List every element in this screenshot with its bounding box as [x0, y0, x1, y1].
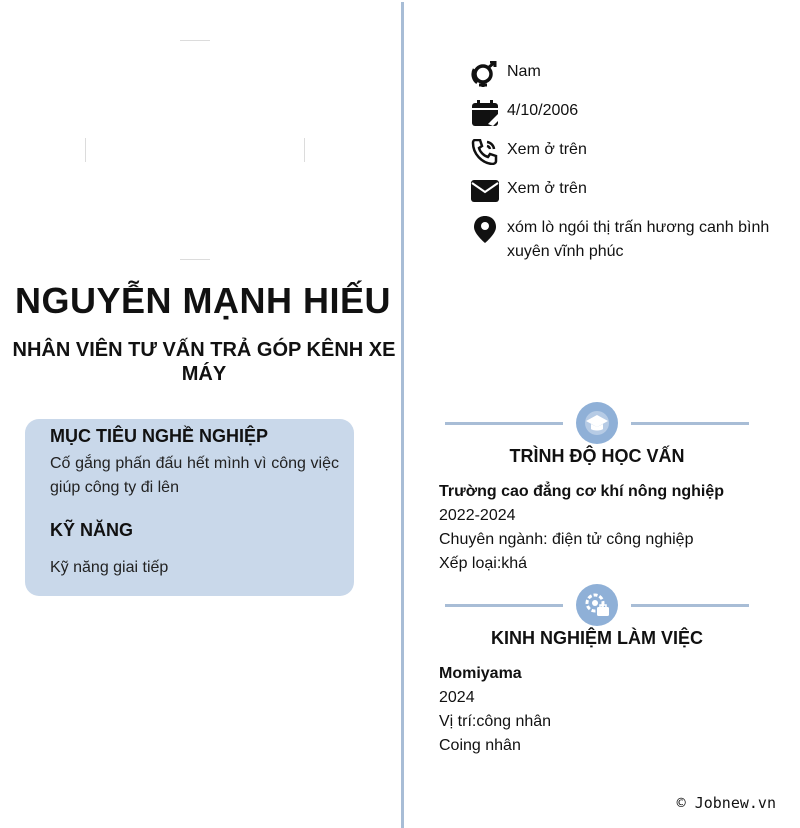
experience-entry — [439, 662, 779, 758]
birthday-value: 4/10/2006 — [507, 102, 579, 119]
column-divider — [401, 2, 404, 828]
education-years: 2022-2024 — [439, 507, 516, 524]
email-icon — [470, 177, 500, 205]
experience-year: 2024 — [439, 689, 475, 706]
email-value: Xem ở trên — [507, 180, 587, 197]
location-icon — [470, 216, 500, 244]
watermark: © Jobnew.vn — [676, 794, 776, 812]
career-objective-heading: MỤC TIÊU NGHỀ NGHIỆP — [50, 426, 269, 446]
gender-icon — [470, 60, 500, 88]
job-title: NHÂN VIÊN TƯ VẤN TRẢ GÓP KÊNH XE MÁY — [12, 339, 396, 385]
education-heading: TRÌNH ĐỘ HỌC VẤN — [509, 446, 685, 466]
candidate-name: NGUYỄN MẠNH HIẾU — [14, 280, 391, 321]
phone-value: Xem ở trên — [507, 141, 587, 158]
education-grade: Xếp loại:khá — [439, 555, 528, 572]
experience-description: Coing nhân — [439, 737, 521, 754]
experience-heading: KINH NGHIỆM LÀM VIỆC — [490, 628, 703, 648]
company-name: Momiyama — [439, 665, 522, 682]
summary-panel — [25, 419, 354, 596]
school-name: Trường cao đẳng cơ khí nông nghiệp — [439, 483, 725, 500]
experience-position: Vị trí:công nhân — [439, 713, 552, 730]
skills-heading: KỸ NĂNG — [50, 520, 134, 540]
graduation-cap-icon — [576, 402, 618, 444]
skill-item: Kỹ năng giai tiếp — [50, 559, 169, 576]
phone-icon — [470, 138, 500, 166]
education-entry — [439, 480, 779, 576]
work-gear-icon — [576, 584, 618, 626]
career-objective-text: Cố gắng phấn đấu hết mình vì công việc giúp công ty đi lên — [50, 455, 339, 496]
gender-value: Nam — [507, 63, 541, 80]
education-major: Chuyên ngành: điện tử công nghiệp — [439, 531, 694, 548]
calendar-icon — [470, 99, 500, 127]
profile-photo — [85, 40, 305, 260]
address-value: xóm lò ngói thị trấn hương canh bình xuyên vĩnh phúc — [507, 219, 770, 260]
